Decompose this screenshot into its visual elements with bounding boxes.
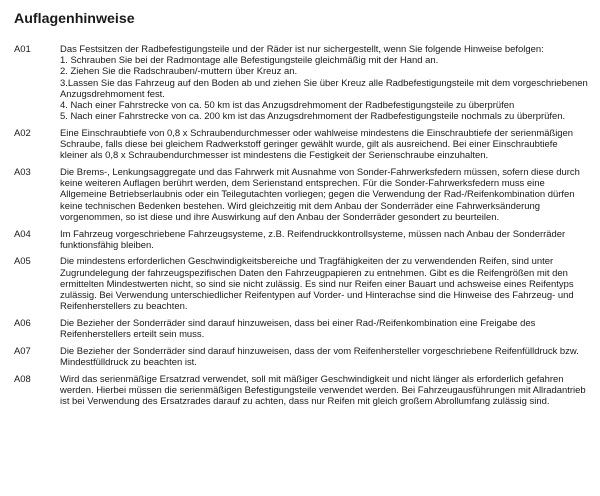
note-line: 3.Lassen Sie das Fahrzeug auf den Boden ab und ziehen Sie über Kreuz alle Radbefestigungsteile mit dem vorgeschriebenen Anzugsdrehmoment fest. xyxy=(60,77,588,100)
note-code: A03 xyxy=(14,167,31,179)
note-line: Die mindestens erforderlichen Geschwindigkeitsbereiche und Tragfähigkeiten der zu verwendenden Reifen, sind unter Zugrundelegung der fahrzeugspezifischen Daten den Fahrzeugpapieren zu entnehmen. Gibt es die Reifengrößen mit den ermittelten Mindestwerten nicht, so sind sie nicht zulässig. Es sind nur Reifen einer Bauart und achsweise eines Reifentyps zulässig. Bei Verwendung unterschiedlicher Reifentypen auf Vorder- und Hinterachse sind die Hinweise des Fahrzeug- und Reifenherstellers zu beachten. xyxy=(60,256,574,313)
note-body xyxy=(60,229,588,251)
note-code: A05 xyxy=(14,256,31,268)
note-row-a08 xyxy=(14,374,588,408)
note-code: A04 xyxy=(14,228,31,240)
notes-list xyxy=(14,44,588,407)
note-line: Die Bezieher der Sonderräder sind darauf hinzuweisen, dass bei einer Rad-/Reifenkombination eine Freigabe des Reifenherstellers erteilt sein muss. xyxy=(60,317,536,341)
note-line: Das Festsitzen der Radbefestigungsteile und der Räder ist nur sichergestellt, wenn Sie folgende Hinweise befolgen: xyxy=(60,44,544,55)
page-title: Auflagenhinweise xyxy=(14,11,135,27)
note-row-a07 xyxy=(14,346,588,368)
note-code: A07 xyxy=(14,345,31,357)
note-code: A08 xyxy=(14,373,31,385)
note-row-a06 xyxy=(14,318,588,340)
note-body xyxy=(60,346,588,368)
note-line: Die Bezieher der Sonderräder sind darauf hinzuweisen, dass der vom Reifenhersteller vorgeschriebene Reifenfülldruck bzw. Mindestfülldruck zu beachten ist. xyxy=(60,345,579,369)
note-code: A02 xyxy=(14,127,31,139)
note-line: Die Brems-, Lenkungsaggregate und das Fahrwerk mit Ausnahme von Sonder-Fahrwerksfedern müssen, sofern diese durch keine weiteren Auflagen berührt werden, dem Serienstand entsprechen. Für die Sonder-Fahrwerksfedern muss eine Allgemeine Betriebserlaubnis oder ein Teilegutachten vorliegen; gegen die Verwendung der Rad-/Reifenkombination dürfen keine technischen Bedenken bestehen. Wird gleichzeitig mit dem Anbau der Sonderräder eine Fahrwerksänderung vorgenommen, so ist diese und ihre Auswirkung auf den Anbau der Sonderräder gesondert zu beurteilen. xyxy=(60,167,580,223)
note-row-a03 xyxy=(14,167,588,223)
note-line: 4. Nach einer Fahrstrecke von ca. 50 km ist das Anzugsdrehmoment der Radbefestigungsteile zu überprüfen xyxy=(60,100,515,112)
note-body xyxy=(60,128,588,162)
note-line: Wird das serienmäßige Ersatzrad verwendet, soll mit mäßiger Geschwindigkeit und nicht länger als erforderlich gefahren werden. Hierbei müssen die serienmäßigen Befestigungsteile verwendet werden. Bei Fahrzeugausführungen mit Allradantrieb ist bei Verwendung des Ersatzrades darauf zu achten, dass nur Reifen mit gleich großem Abrollumfang zulässig sind. xyxy=(60,373,586,408)
note-row-a04 xyxy=(14,229,588,251)
note-row-a02 xyxy=(14,128,588,162)
note-code: A01 xyxy=(14,44,31,55)
note-row-a05 xyxy=(14,256,588,312)
note-line: 2. Ziehen Sie die Radschrauben/-muttern über Kreuz an. xyxy=(60,66,298,78)
note-line: Im Fahrzeug vorgeschriebene Fahrzeugsysteme, z.B. Reifendruckkontrollsysteme, müssen nach Anbau der Sonderräder funktionsfähig bleiben. xyxy=(60,228,566,251)
note-row-a01 xyxy=(14,44,588,122)
note-line: 1. Schrauben Sie bei der Radmontage alle Befestigungsteile gleichmäßig mit der Hand an. xyxy=(60,55,439,67)
note-line: 5. Nach einer Fahrstrecke von ca. 200 km ist das Anzugsdrehmoment der Radbefestigungsteile nochmals zu überprüfen. xyxy=(60,111,566,123)
note-line: Eine Einschraubtiefe von 0,8 x Schraubendurchmesser oder wahlweise mindestens die Einschraubtiefe der serienmäßigen Schraube, falls diese bei gleichem Radwerkstoff geringer gewählt wurde, gilt als ausreichend. Bei einer Einschraubtiefe kleiner als 0,8 x Schraubendurchmesser ist mindestens die Festigkeit der Serienschraube einzuhalten. xyxy=(60,127,574,162)
note-body xyxy=(60,44,588,122)
note-body xyxy=(60,167,588,223)
note-body xyxy=(60,374,588,408)
note-body xyxy=(60,256,588,312)
note-body xyxy=(60,318,588,340)
note-code: A06 xyxy=(14,317,31,329)
